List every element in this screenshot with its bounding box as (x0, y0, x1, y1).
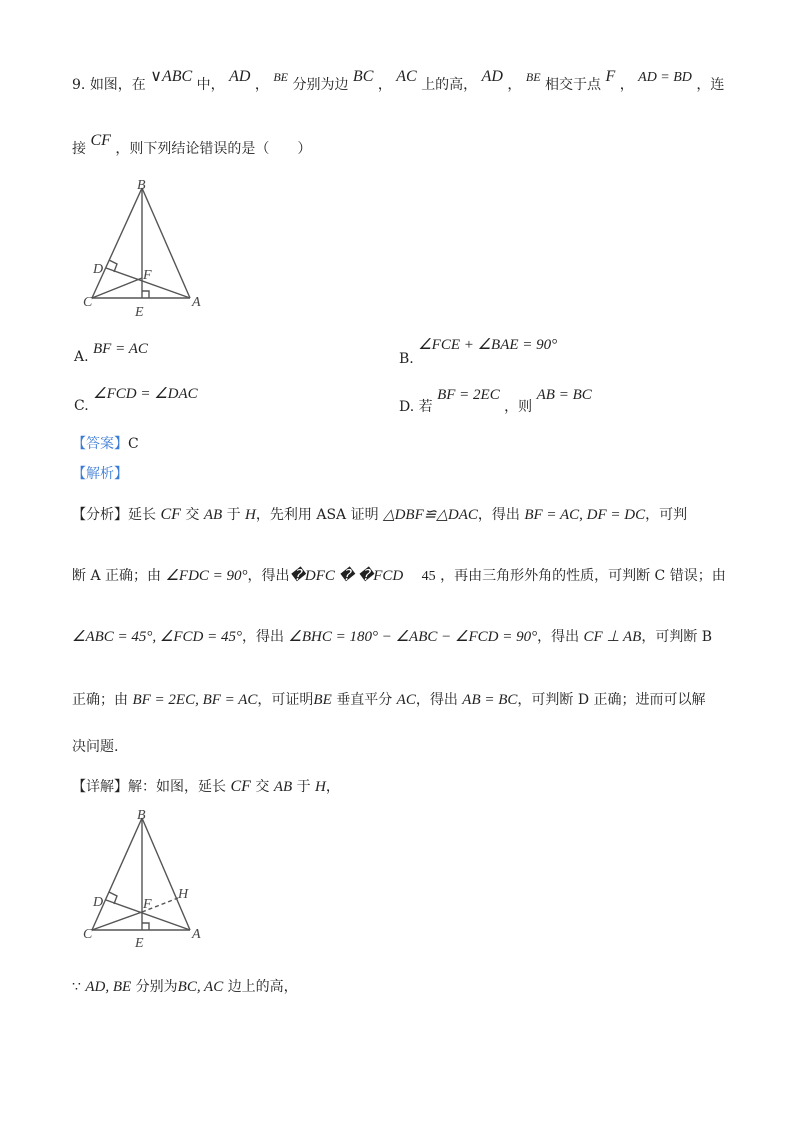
option-d: D. 若 BF = 2EC ，则 AB = BC (399, 387, 592, 415)
answer-tag: 【答案】 (72, 436, 128, 452)
label-f: F (143, 897, 152, 912)
fenxi-line-3: ∠ABC = 45°, ∠FCD = 45°，得出 ∠BHC = 180° − ∠ABC − ∠FCD = 90°，得出 CF ⊥ AB，可判断 B (72, 629, 713, 645)
label-c: C (83, 927, 93, 942)
analysis-heading: 【解析】 (72, 466, 128, 482)
label-c: C (83, 295, 93, 310)
triangle-figure-1 (80, 178, 210, 323)
triangle-symbol: ∨ (150, 68, 162, 85)
answer-line (72, 433, 139, 453)
label-e: E (135, 305, 144, 320)
question-line-1: 9. 如图，在 ∨ABC 中， AD ， BE 分别为边 BC ， AC 上的高， AD ， BE 相交于点 F ， AD = BD ，连 (72, 68, 725, 93)
label-e: E (135, 936, 144, 951)
option-c: C. ∠FCD = ∠DAC (74, 386, 198, 414)
option-b: B. ∠FCE + ∠BAE = 90° (399, 337, 558, 367)
label-a: A (192, 927, 201, 942)
label-h: H (178, 887, 189, 902)
detail-line: 【详解】解：如图，延长 CF 交 AB 于 H， (72, 778, 340, 795)
fenxi-line-4: 正确；由 BF = 2EC, BF = AC，可证明BE 垂直平分 AC，得出 AB = BC，可判断 D 正确；进而可以解 (72, 692, 706, 708)
triangle-figure-2 (80, 808, 220, 953)
fenxi-line-5: 决问题. (72, 739, 119, 755)
answer-value: C (128, 436, 139, 452)
label-f: F (143, 268, 152, 283)
label-b: B (137, 178, 146, 193)
fenxi-line-1: 【分析】延长 CF 交 AB 于 H，先利用 ASA 证明 △DBF≌△DAC，得出 BF = AC, DF = DC，可判 (72, 506, 688, 523)
label-d: D (93, 895, 104, 910)
fenxi-line-2: 断 A 正确；由 ∠FDC = 90°，得出�DFC � �FCD 45 ，再由三角形外角的性质，可判断 C 错误；由 (72, 568, 726, 584)
label-b: B (137, 808, 146, 823)
question-line-2: 接 CF ，则下列结论错误的是（ ） (72, 132, 312, 157)
label-a: A (192, 295, 201, 310)
question-number: 9. (72, 77, 86, 93)
last-line: ∵ AD, BE 分别为BC, AC 边上的高， (72, 979, 298, 995)
option-a: A. BF = AC (74, 341, 148, 365)
label-d: D (93, 262, 104, 277)
